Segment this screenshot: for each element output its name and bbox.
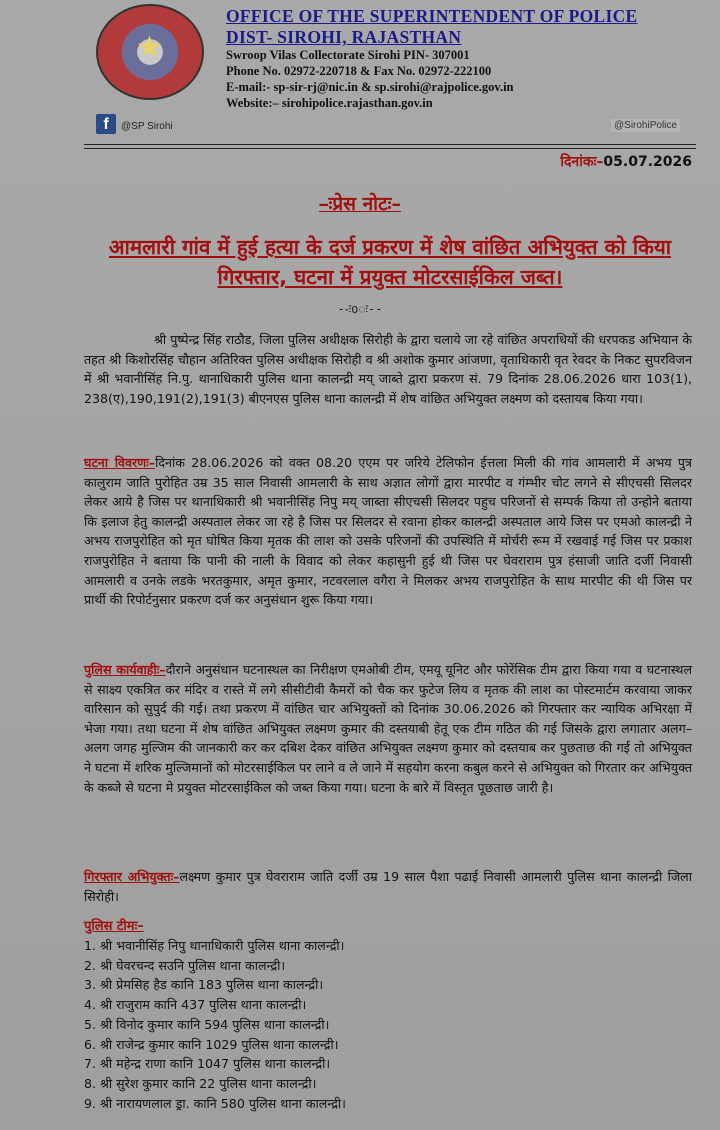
arrested-label: गिरफ्तार अभियुक्तः– — [84, 869, 180, 884]
police-emblem-icon: ★ — [96, 4, 204, 100]
district-title: DIST- SIROHI, RAJASTHAN — [226, 27, 462, 47]
date-value: 05.07.2026 — [603, 154, 692, 170]
list-item: 6. श्री राजेन्द्र कुमार कानि 1029 पुलिस थाना कालन्द्री। — [84, 1036, 339, 1052]
facebook-icon: f — [96, 114, 116, 134]
list-item: 7. श्री महेन्द्र राणा कानि 1047 पुलिस थाना कालन्द्री। — [84, 1056, 331, 1072]
address-line: Swroop Vilas Collectorate Sirohi PIN- 307001 — [226, 48, 470, 62]
team-heading: पुलिस टीमः– — [84, 919, 144, 934]
action-label: पुलिस कार्यवाहीः– — [84, 662, 166, 677]
action-text: दौराने अनुसंधान घटनास्थल का निरीक्षण एमओबी टीम, एमयू यूनिट और फोरेंसिक टीम द्वारा किया गया व घटनास्थल से साक्ष्य एकत्रित कर मंदिर व रास्ते में लगे सीसीटीवी कैमरों को चैक कर फुटेज लिय व मृतक की लाश का पोस्टमार्टम करवाया जाकर वारिसान को सुपुर्द की गई। तथा प्रकरण में वांछित चार अभियुक्तों को दिनांक 30.06.2026 को गिरफ्तार कर न्यायिक अभिरक्षा में भेजा गया। तथा घटना में शेष वांछित अभियुक्त लक्ष्मण कुमार की दस्तयाबी हेतू एक टीम गठित की गई जिसके द्वारा लगातार अलग–अलग जगह मुल्जिम की जानकारी कर कर दबिश देकर वांछित अभियुक्त लक्ष्मण कुमार को दस्तयाब कर पुछताछ की गई तो अभियुक्त ने घटना में शरिक मुल्जिमानों को मोटरसाईकिल पर लाने व ले जाने में सहयोग करना कबुल करने से अभियुक्त को गिरतार कर अभियुक्त के कब्जे से घटना मे प्रयुक्त मोटरसाईकिल को जब्त किया गया। घटना के बारे में विस्तृत पूछताछ जारी है। — [84, 662, 692, 795]
website-line: Website:– sirohipolice.rajasthan.gov.in — [226, 96, 433, 110]
email-line: E-mail:- sp-sir-rj@nic.in & sp.sirohi@rajpolice.gov.in — [226, 80, 514, 94]
twitter-handle: @SirohiPolice — [611, 119, 680, 132]
list-item: 9. श्री नारायणलाल ड्रा. कानि 580 पुलिस थाना कालन्द्री। — [84, 1095, 346, 1111]
arrested-paragraph — [84, 867, 692, 906]
intro-text: श्री पुष्पेन्द्र सिंह राठौड, जिला पुलिस अधीक्षक सिरोही के द्वारा चलाये जा रहे वांछित अपराधियों की धरपकड अभियान के तहत श्री किशोरसिंह चौहान अतिरिक्त पुलिस अधीक्षक सिरोही व श्री अशोक कुमार आंजणा, वृताधिकारी वृत रेवदर के निकट सुपरविजन में श्री भवानीसिंह नि.पु. थानाधिकारी पुलिस थाना कालन्द्री मय् जाब्ते द्वारा प्रकरण सं. 79 दिनांक 28.06.2026 धारा 103(1), 238(ए),190,191(2),191(3) बीएनएस पुलिस थाना कालन्द्री में शेष वांछित अभियुक्त लक्ष्मण को दस्तायब किया गया। — [84, 332, 692, 406]
headline: आमलारी गांव में हुई हत्या के दर्ज प्रकरण में शेष वांछित अभियुक्त को किया गिरफ्तार, घटना में प्रयुक्त मोटरसाईकिल जब्त। — [108, 235, 672, 289]
list-item: 8. श्री सुरेश कुमार कानि 22 पुलिस थाना कालन्द्री। — [84, 1075, 317, 1091]
list-item: 3. श्री प्रेमसिह हैड कानि 183 पुलिस थाना कालन्द्री। — [84, 977, 324, 993]
incident-paragraph — [84, 453, 692, 610]
arrested-text: लक्ष्मण कुमार पुत्र घेवराराम जाति दर्जी उम्र 19 साल पैशा पढाई निवासी आमलारी पुलिस थाना कालन्द्री जिला सिरोही। — [84, 869, 692, 904]
list-item: 2. श्री घेवरचन्द सउनि पुलिस थाना कालन्द्री। — [84, 957, 286, 973]
phone-line: Phone No. 02972-220718 & Fax No. 02972-222100 — [226, 64, 492, 78]
list-item: 5. श्री विनोद कुमार कानि 594 पुलिस थाना कालन्द्री। — [84, 1016, 330, 1032]
date-line — [560, 152, 692, 171]
date-label: दिनांकः– — [560, 154, 604, 170]
team-list — [84, 936, 346, 1113]
ornament-divider: --ःoः-- — [337, 302, 383, 316]
press-note-title: –ःप्रेस नोटः– — [319, 193, 401, 215]
incident-text: दिनांक 28.06.2026 को वक्त 08.20 एएम पर जरिये टेलिफोन ईत्तला मिली की गांव आमलारी में अभय पुत्र कालुराम जाति पुरोहित उम्र 35 साल निवासी आमलारी के साथ अज्ञात लोगों द्वारा मारपीट व गंम्भीर चोट लगने से सीएचसी सिलदर लेकर आये है जिस पर थानाधिकारी श्री भवानीसिंह निपु मय् जाब्ता सीएचसी सिलदर पहुच परिजनों से सम्पर्क किया तो उन्होने बताया कि इलाज हेतु कालन्द्री अस्पताल लेकर जा रहे है जिस पर सिलदर से रवाना होकर कालन्द्री अस्पताल आये जिस पर एमओ कालन्द्री ने अभय राजपुरोहित को मृत घोषित किया मृतक की लाश को उसके परिजनों की उपस्थिति में मोर्चरी रूम में रखवाई गई जिस पर प्रकाश राजपुरोहित ने बताया कि पानी की नाली के विवाद को लेकर कहासुनी हुई थी जिस पर घेवराराम पुत्र हंसाजी जाति दर्जी निवासी आमलारी व उनके लडके भरतकुमार, अमृत कुमार, नटवरलाल वगैरा ने मिलकर अभय राजपुरोहित के साथ मारपीट की थी जिस पर प्रार्थी की रिपोर्टनुसार प्रकरण दर्ज कर अनुसंधान शुरू किया गया। — [84, 455, 692, 608]
office-title: OFFICE OF THE SUPERINTENDENT OF POLICE — [226, 6, 638, 26]
intro-paragraph — [84, 330, 692, 408]
header-divider-thin — [84, 148, 696, 149]
header-divider — [84, 144, 696, 145]
incident-label: घटना विवरणः– — [84, 455, 156, 470]
list-item: 1. श्री भवानीसिंह निपु थानाधिकारी पुलिस थाना कालन्द्री। — [84, 938, 345, 953]
list-item: 4. श्री राजुराम कानि 437 पुलिस थाना कालन्द्री। — [84, 997, 307, 1013]
action-paragraph — [84, 660, 692, 797]
facebook-handle: @SP Sirohi — [121, 121, 173, 132]
